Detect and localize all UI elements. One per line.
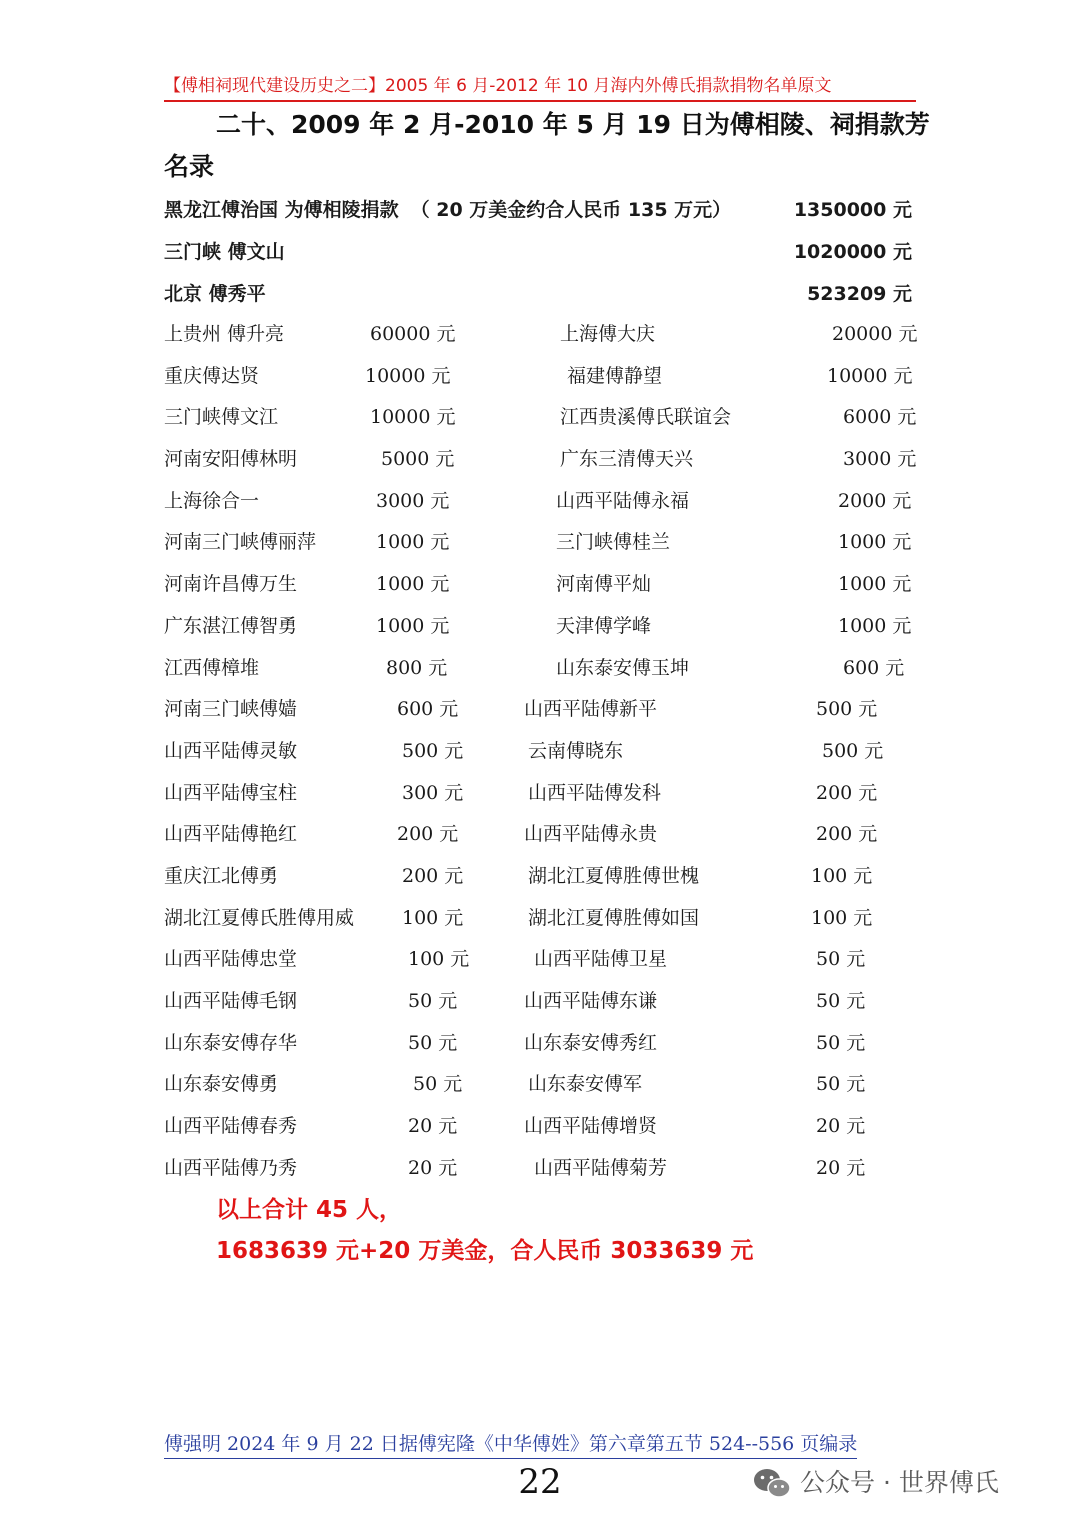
donor-row xyxy=(0,1106,1080,1148)
donor-row xyxy=(0,648,1080,690)
donor-name-right: 广东三清傅天兴 xyxy=(560,448,694,471)
donor-name-left: 山西平陆傅忠堂 xyxy=(164,948,298,971)
donor-amount-right: 20000 元 xyxy=(832,323,918,345)
donor-row xyxy=(0,522,1080,564)
watermark-text: 公众号 · 世界傅氏 xyxy=(800,1468,999,1497)
donor-name-right: 山西平陆傅增贤 xyxy=(524,1115,658,1138)
donor-amount-right: 2000 元 xyxy=(838,489,912,512)
donor-name-right: 福建傅静望 xyxy=(567,364,663,387)
summary-total: 1683639 元+20 万美金，合人民币 3033639 元 xyxy=(216,1238,754,1264)
donor-name-right: 三门峡傅桂兰 xyxy=(556,531,671,554)
donor-row xyxy=(0,481,1080,523)
donor-list xyxy=(0,314,1080,1189)
donor-amount-right: 6000 元 xyxy=(843,406,917,429)
donor-amount-left: 1000 元 xyxy=(376,531,450,554)
donor-amount-right: 100 元 xyxy=(811,864,873,887)
donor-amount-left: 50 元 xyxy=(413,1073,463,1096)
donor-amount-right: 600 元 xyxy=(843,656,905,679)
donor-amount-right: 20 元 xyxy=(816,1156,866,1179)
donor-row xyxy=(0,397,1080,439)
donor-amount-left: 200 元 xyxy=(402,864,464,887)
donor-row xyxy=(0,1023,1080,1065)
wechat-icon xyxy=(752,1466,792,1500)
donor-row xyxy=(0,856,1080,898)
donor-name-left: 重庆傅达贤 xyxy=(164,364,260,387)
donor-amount-right: 10000 元 xyxy=(827,364,913,387)
donor-name-left: 河南安阳傅林明 xyxy=(164,448,298,471)
donor-name-right: 山东泰安傅军 xyxy=(528,1073,643,1096)
donor-name-right: 河南傅平灿 xyxy=(556,573,652,596)
donor-name-right: 山西平陆傅发科 xyxy=(528,781,662,804)
major-donor-name: 三门峡 傅文山 xyxy=(164,241,285,263)
donor-name-left: 山西平陆傅宝柱 xyxy=(164,781,298,804)
donor-amount-left: 500 元 xyxy=(402,739,464,762)
donor-name-left: 山西平陆傅灵敏 xyxy=(164,739,298,762)
donor-name-right: 上海傅大庆 xyxy=(560,323,656,345)
donor-name-right: 天津傅学峰 xyxy=(556,614,652,637)
donor-amount-right: 200 元 xyxy=(816,823,878,846)
major-donor-row xyxy=(164,190,912,230)
donor-name-left: 上贵州 傅升亮 xyxy=(164,323,285,345)
donor-name-right: 山西平陆傅菊芳 xyxy=(534,1156,668,1179)
donor-name-left: 广东湛江傅智勇 xyxy=(164,614,298,637)
donor-row xyxy=(0,814,1080,856)
donor-amount-left: 50 元 xyxy=(408,990,458,1012)
donor-name-left: 河南三门峡傅嫱 xyxy=(164,698,298,721)
major-donor-note: （ 20 万美金约合人民币 135 万元） xyxy=(410,199,732,221)
summary-count: 以上合计 45 人， xyxy=(216,1197,403,1223)
donor-name-left: 重庆江北傅勇 xyxy=(164,864,279,887)
donor-amount-right: 50 元 xyxy=(816,948,866,971)
donor-amount-right: 500 元 xyxy=(816,698,878,721)
donor-row xyxy=(0,606,1080,648)
donor-amount-right: 50 元 xyxy=(816,1031,866,1054)
donor-row xyxy=(0,689,1080,731)
major-donor-amount: 1350000 元 xyxy=(793,199,912,221)
donor-amount-right: 50 元 xyxy=(816,990,866,1012)
donor-row xyxy=(0,356,1080,398)
donor-amount-right: 20 元 xyxy=(816,1115,866,1138)
donor-name-right: 山西平陆傅永贵 xyxy=(524,823,658,846)
donor-name-right: 江西贵溪傅氏联谊会 xyxy=(560,406,732,429)
section-title-line-2: 名录 xyxy=(164,152,215,181)
donor-row xyxy=(0,731,1080,773)
donor-amount-left: 60000 元 xyxy=(370,323,456,345)
donor-name-right: 云南傅晓东 xyxy=(528,739,624,762)
major-donor-row xyxy=(164,232,912,272)
donor-row xyxy=(0,439,1080,481)
major-donor-row xyxy=(164,274,912,314)
donor-amount-left: 50 元 xyxy=(408,1031,458,1054)
donor-amount-left: 20 元 xyxy=(408,1156,458,1179)
major-donor-amount: 523209 元 xyxy=(807,283,912,305)
donor-name-left: 上海徐合一 xyxy=(164,489,260,512)
donor-amount-left: 300 元 xyxy=(402,781,464,804)
watermark xyxy=(752,1463,999,1503)
section-title-line-1: 二十、2009 年 2 月-2010 年 5 月 19 日为傅相陵、祠捐款芳 xyxy=(216,110,930,139)
donor-name-right: 山西平陆傅新平 xyxy=(524,698,658,721)
donor-amount-right: 200 元 xyxy=(816,781,878,804)
donor-name-left: 山东泰安傅存华 xyxy=(164,1031,298,1054)
donor-amount-left: 100 元 xyxy=(402,906,464,929)
donor-amount-right: 1000 元 xyxy=(838,531,912,554)
footer-source-note: 傅强明 2024 年 9 月 22 日据傅宪隆《中华傅姓》第六章第五节 524--556 页编录 xyxy=(164,1430,857,1459)
donor-row xyxy=(0,898,1080,940)
donor-name-right: 山西平陆傅东谦 xyxy=(524,990,658,1012)
donor-name-right: 湖北江夏傅胜傅如国 xyxy=(528,906,700,929)
major-donor-name: 黑龙江傅治国 为傅相陵捐款 xyxy=(164,199,399,221)
donor-name-right: 山东泰安傅玉坤 xyxy=(556,656,690,679)
donor-amount-right: 500 元 xyxy=(822,739,884,762)
donor-name-left: 山西平陆傅毛钢 xyxy=(164,990,298,1012)
donor-amount-left: 10000 元 xyxy=(365,364,451,387)
donor-name-right: 山西平陆傅卫星 xyxy=(534,948,668,971)
donor-name-left: 山西平陆傅艳红 xyxy=(164,823,298,846)
donor-amount-left: 800 元 xyxy=(386,656,448,679)
donor-name-left: 湖北江夏傅氏胜傅用威 xyxy=(164,906,355,929)
donor-row xyxy=(0,314,1080,356)
page-number: 22 xyxy=(518,1462,562,1502)
donor-name-right: 湖北江夏傅胜傅世槐 xyxy=(528,864,700,887)
donor-amount-right: 50 元 xyxy=(816,1073,866,1096)
donor-amount-left: 20 元 xyxy=(408,1115,458,1138)
donor-amount-right: 1000 元 xyxy=(838,573,912,596)
donor-amount-right: 1000 元 xyxy=(838,614,912,637)
donor-amount-left: 5000 元 xyxy=(381,448,455,471)
donor-row xyxy=(0,981,1080,1023)
donor-amount-right: 3000 元 xyxy=(843,448,917,471)
donor-name-left: 河南许昌傅万生 xyxy=(164,573,298,596)
donor-row xyxy=(0,564,1080,606)
donor-name-right: 山东泰安傅秀红 xyxy=(524,1031,658,1054)
donor-amount-left: 10000 元 xyxy=(370,406,456,429)
donor-amount-right: 100 元 xyxy=(811,906,873,929)
major-donor-name: 北京 傅秀平 xyxy=(164,283,266,305)
donor-name-left: 山东泰安傅勇 xyxy=(164,1073,279,1096)
donor-name-left: 山西平陆傅春秀 xyxy=(164,1115,298,1138)
donor-row xyxy=(0,939,1080,981)
donor-amount-left: 100 元 xyxy=(408,948,470,971)
donor-row xyxy=(0,1064,1080,1106)
donor-amount-left: 1000 元 xyxy=(376,614,450,637)
donor-amount-left: 200 元 xyxy=(397,823,459,846)
donor-name-left: 三门峡傅文江 xyxy=(164,406,279,429)
donor-name-left: 河南三门峡傅丽萍 xyxy=(164,531,317,554)
document-header: 【傅相祠现代建设历史之二】2005 年 6 月-2012 年 10 月海内外傅氏捐款捐物名单原文 xyxy=(164,74,916,102)
donor-name-left: 山西平陆傅乃秀 xyxy=(164,1156,298,1179)
donor-row xyxy=(0,773,1080,815)
donor-name-right: 山西平陆傅永福 xyxy=(556,489,690,512)
donor-amount-left: 3000 元 xyxy=(376,489,450,512)
major-donor-amount: 1020000 元 xyxy=(793,241,912,263)
donor-amount-left: 1000 元 xyxy=(376,573,450,596)
donor-amount-left: 600 元 xyxy=(397,698,459,721)
donor-name-left: 江西傅樟堆 xyxy=(164,656,260,679)
donor-row xyxy=(0,1148,1080,1190)
